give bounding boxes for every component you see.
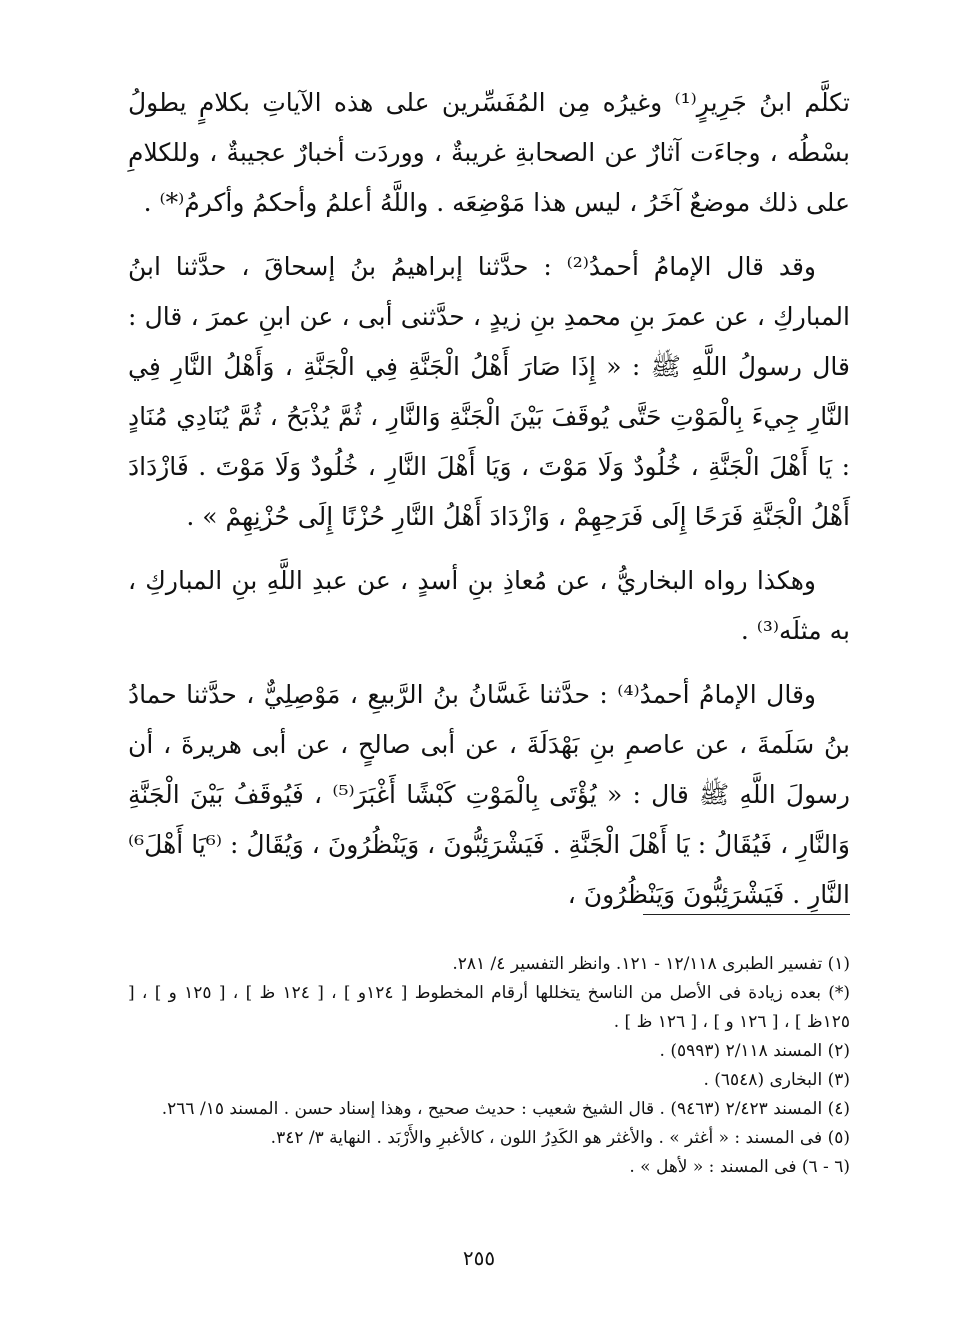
paragraph-3: وهكذا رواه البخاريُّ ، عن مُعاذِ بنِ أسدٍ ، عن عبدِ اللَّهِ بنِ المباركِ ، به مثلَه⁽³⁾ . [128, 566, 850, 645]
paragraph-4: وقال الإمامُ أحمدُ⁽⁴⁾ : حدَّثنا غَسَّانُ بنُ الرَّبيعِ ، مَوْصِلِيٌّ ، حدَّثنا حمادُ بنُ سَلَمةَ ، عن عاصمِ بنِ بَهْدَلَةَ ، عن أبى صالحٍ ، عن أبى هريرةَ ، أن رسولَ اللَّهِ ﷺ قال : « يُؤْتَى بِالْمَوْتِ كَبْشًا أَغْبَرَ⁽⁵⁾ ، فَيُوقَفُ بَيْنَ الْجَنَّةِ وَالنَّارِ ، فَيُقَالُ : يَا أَهْلَ الْجَنَّةِ . فَيَشْرَئِبُّونَ ، وَيَنْظُرُونَ ، وَيُقَالُ : ⁽⁶يَا أَهْلَ⁶⁾ النَّارِ . فَيَشْرَئِبُّونَ وَيَنْظُرُونَ ، [128, 680, 850, 909]
footnote-star: (*) بعده زيادة فى الأصل من الناسخ يتخللها أرقام المخطوط [ ١٢٤و ] ، [ ١٢٤ ظ ] ، [ ١٢٥ و ] ، [ ١٢٥ظ ] ، [ ١٢٦ و ] ، [ ١٢٦ ظ ] . [128, 983, 851, 1032]
paragraph-2: وقد قال الإمامُ أحمدُ⁽²⁾ : حدَّثنا إبراهيمُ بنُ إسحاقَ ، حدَّثنا ابنُ المباركِ ، عن عمرَ بنِ محمدِ بنِ زيدٍ ، حدَّثنى أبى ، عن ابنِ عمرَ ، قال : قال رسولُ اللَّهِ ﷺ : « إِذَا صَارَ أَهْلُ الْجَنَّةِ فِي الْجَنَّةِ ، وَأَهْلُ النَّارِ فِي النَّارِ جِيءَ بِالْمَوْتِ حَتَّى يُوقَفَ بَيْنَ الْجَنَّةِ وَالنَّارِ ، ثُمَّ يُذْبَحُ ، ثُمَّ يُنَادِي مُنَادٍ : يَا أَهْلَ الْجَنَّةِ ، خُلُودٌ وَلَا مَوْتَ ، وَيَا أَهْلَ النَّارِ ، خُلُودٌ وَلَا مَوْتَ . فَازْدَادَ أَهْلُ الْجَنَّةِ فَرَحًا إِلَى فَرَحِهِمْ ، وَازْدَادَ أَهْلُ النَّارِ حُزْنًا إِلَى حُزْنِهِمْ » . [128, 252, 850, 531]
footnote-4: (٤) المسند ٢/٤٢٣ (٩٤٦٣) . قال الشيخ شعيب : حديث صحيح ، وهذا إسناد حسن . المسند ١٥/ ٢٦٦. [161, 1099, 850, 1119]
paragraph-1: تكلَّم ابنُ جَرِيرٍ⁽¹⁾ وغيرُه مِن المُفَسِّرين على هذه الآياتِ بكلامٍ يطولُ بسْطُه ، وجاءَت آثارٌ عن الصحابةِ غريبةٌ ، ووردَت أخبارٌ عجيبةٌ ، وللكلامِ على ذلك موضعٌ آخَرُ ، ليس هذا مَوْضِعَه . واللَّهُ أعلمُ وأحكمُ وأكرمُ⁽*⁾ . [128, 88, 850, 217]
footnote-separator [643, 914, 850, 915]
footnote-1: (١) تفسير الطبرى ١٢/١١٨ - ١٢١. وانظر التفسير ٤/ ٢٨١. [452, 954, 850, 974]
footnote-2: (٢) المسند ٢/١١٨ (٥٩٩٣) . [659, 1041, 850, 1061]
main-text [128, 78, 850, 934]
page-number: ٢٥٥ [462, 1246, 496, 1270]
footnote-6: (٦ - ٦) فى المسند : « لأهل » . [629, 1157, 850, 1177]
footnote-5: (٥) فى المسند : « أغثر » . والأغثر هو الكَدِرُ اللون ، كالأغبرِ والأَرْبَد . النهاية ٣/ ٣٤٢. [270, 1128, 850, 1148]
footnote-3: (٣) البخارى (٦٥٤٨) . [703, 1070, 850, 1090]
footnotes [128, 950, 850, 1182]
